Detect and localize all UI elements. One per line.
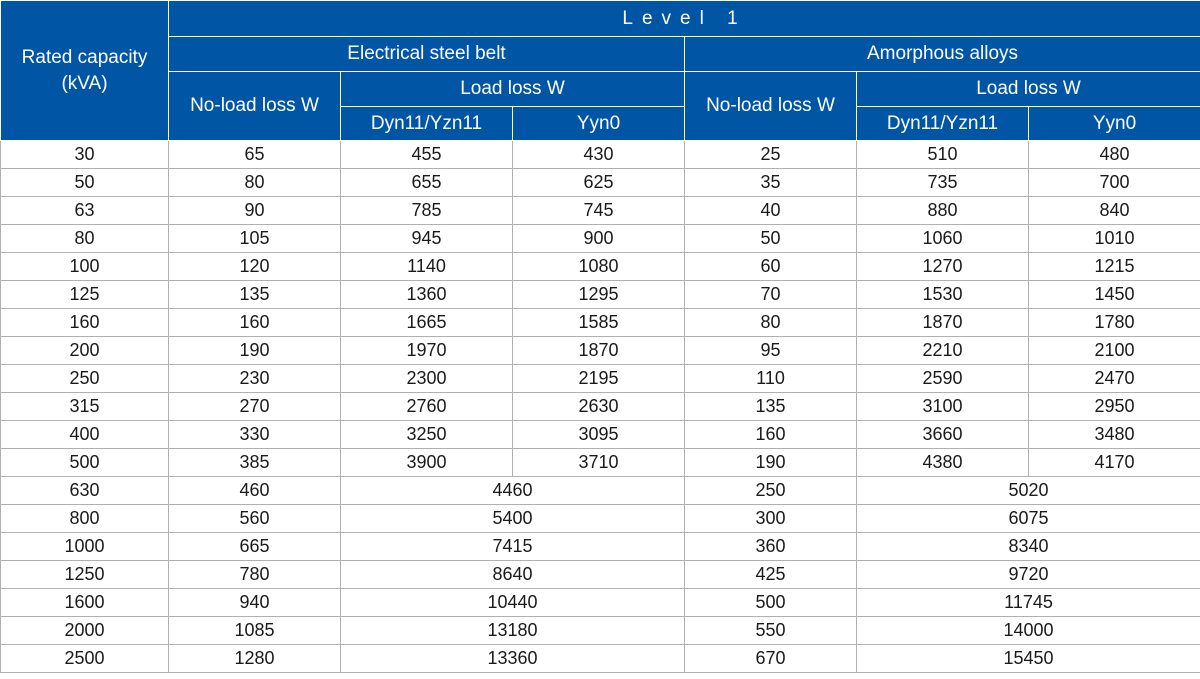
dyn-load-loss-cell: 2210 xyxy=(857,337,1029,365)
table-row xyxy=(1,141,1200,169)
table-row xyxy=(1,197,1200,225)
yyn-load-loss-cell: 2950 xyxy=(1029,393,1200,421)
table-row xyxy=(1,337,1200,365)
no-load-loss-cell: 560 xyxy=(169,505,341,533)
no-load-loss-header: No-load loss W xyxy=(685,72,857,141)
load-loss-cell: 14000 xyxy=(857,617,1200,645)
no-load-loss-cell: 25 xyxy=(685,141,857,169)
dyn-load-loss-cell: 1530 xyxy=(857,281,1029,309)
no-load-loss-cell: 80 xyxy=(685,309,857,337)
table-row xyxy=(1,169,1200,197)
no-load-loss-cell: 300 xyxy=(685,505,857,533)
yyn-load-loss-cell: 745 xyxy=(513,197,685,225)
table-row xyxy=(1,645,1200,673)
no-load-loss-cell: 90 xyxy=(169,197,341,225)
yyn-load-loss-cell: 430 xyxy=(513,141,685,169)
load-loss-cell: 11745 xyxy=(857,589,1200,617)
no-load-loss-cell: 70 xyxy=(685,281,857,309)
yyn-load-loss-cell: 1585 xyxy=(513,309,685,337)
rated-capacity-cell: 100 xyxy=(1,253,169,281)
dyn-load-loss-cell: 510 xyxy=(857,141,1029,169)
dyn-load-loss-cell: 3100 xyxy=(857,393,1029,421)
dyn-load-loss-cell: 2300 xyxy=(341,365,513,393)
table-row xyxy=(1,365,1200,393)
no-load-loss-cell: 95 xyxy=(685,337,857,365)
no-load-loss-cell: 110 xyxy=(685,365,857,393)
no-load-loss-cell: 160 xyxy=(169,309,341,337)
table-row xyxy=(1,561,1200,589)
load-loss-cell: 5400 xyxy=(341,505,685,533)
no-load-loss-cell: 40 xyxy=(685,197,857,225)
yyn-load-loss-cell: 2195 xyxy=(513,365,685,393)
dyn-load-loss-cell: 655 xyxy=(341,169,513,197)
rated-capacity-cell: 630 xyxy=(1,477,169,505)
yyn-load-loss-cell: 4170 xyxy=(1029,449,1200,477)
load-loss-cell: 10440 xyxy=(341,589,685,617)
load-loss-cell: 6075 xyxy=(857,505,1200,533)
dyn-load-loss-cell: 455 xyxy=(341,141,513,169)
level-header: Level 1 xyxy=(169,1,1200,37)
rated-capacity-cell: 200 xyxy=(1,337,169,365)
table-header xyxy=(1,1,1200,141)
table-row xyxy=(1,617,1200,645)
no-load-loss-cell: 1280 xyxy=(169,645,341,673)
yyn-column-header: Yyn0 xyxy=(1029,107,1200,141)
table-row xyxy=(1,309,1200,337)
no-load-loss-cell: 135 xyxy=(685,393,857,421)
no-load-loss-cell: 65 xyxy=(169,141,341,169)
rated-capacity-cell: 1000 xyxy=(1,533,169,561)
dyn-load-loss-cell: 1140 xyxy=(341,253,513,281)
rated-capacity-cell: 30 xyxy=(1,141,169,169)
load-loss-cell: 15450 xyxy=(857,645,1200,673)
dyn-load-loss-cell: 880 xyxy=(857,197,1029,225)
table-row xyxy=(1,533,1200,561)
rated-capacity-cell: 80 xyxy=(1,225,169,253)
dyn-load-loss-cell: 945 xyxy=(341,225,513,253)
no-load-loss-cell: 190 xyxy=(685,449,857,477)
load-loss-cell: 5020 xyxy=(857,477,1200,505)
dyn-load-loss-cell: 3900 xyxy=(341,449,513,477)
table-row xyxy=(1,393,1200,421)
table-row xyxy=(1,589,1200,617)
no-load-loss-cell: 460 xyxy=(169,477,341,505)
no-load-loss-cell: 670 xyxy=(685,645,857,673)
load-loss-cell: 8640 xyxy=(341,561,685,589)
dyn-load-loss-cell: 735 xyxy=(857,169,1029,197)
no-load-loss-cell: 330 xyxy=(169,421,341,449)
no-load-loss-cell: 270 xyxy=(169,393,341,421)
dyn-load-loss-cell: 2760 xyxy=(341,393,513,421)
yyn-load-loss-cell: 3480 xyxy=(1029,421,1200,449)
yyn-load-loss-cell: 2630 xyxy=(513,393,685,421)
no-load-loss-cell: 50 xyxy=(685,225,857,253)
dyn-column-header: Dyn11/Yzn11 xyxy=(857,107,1029,141)
yyn-load-loss-cell: 625 xyxy=(513,169,685,197)
dyn-load-loss-cell: 785 xyxy=(341,197,513,225)
rated-capacity-cell: 800 xyxy=(1,505,169,533)
no-load-loss-cell: 250 xyxy=(685,477,857,505)
dyn-load-loss-cell: 1665 xyxy=(341,309,513,337)
no-load-loss-cell: 35 xyxy=(685,169,857,197)
yyn-load-loss-cell: 1215 xyxy=(1029,253,1200,281)
dyn-load-loss-cell: 1970 xyxy=(341,337,513,365)
table-row xyxy=(1,253,1200,281)
no-load-loss-cell: 1085 xyxy=(169,617,341,645)
load-loss-cell: 4460 xyxy=(341,477,685,505)
no-load-loss-cell: 135 xyxy=(169,281,341,309)
yyn-load-loss-cell: 1780 xyxy=(1029,309,1200,337)
yyn-load-loss-cell: 1295 xyxy=(513,281,685,309)
table-row xyxy=(1,449,1200,477)
yyn-column-header: Yyn0 xyxy=(513,107,685,141)
dyn-load-loss-cell: 1060 xyxy=(857,225,1029,253)
table-row xyxy=(1,225,1200,253)
dyn-load-loss-cell: 2590 xyxy=(857,365,1029,393)
no-load-loss-cell: 360 xyxy=(685,533,857,561)
load-loss-header: Load loss W xyxy=(857,72,1200,107)
rated-capacity-cell: 250 xyxy=(1,365,169,393)
no-load-loss-cell: 500 xyxy=(685,589,857,617)
load-loss-cell: 13180 xyxy=(341,617,685,645)
yyn-load-loss-cell: 1010 xyxy=(1029,225,1200,253)
yyn-load-loss-cell: 2470 xyxy=(1029,365,1200,393)
table-body xyxy=(1,141,1200,673)
no-load-loss-cell: 105 xyxy=(169,225,341,253)
no-load-loss-cell: 60 xyxy=(685,253,857,281)
rated-capacity-cell: 2500 xyxy=(1,645,169,673)
electrical-steel-header: Electrical steel belt xyxy=(169,37,685,72)
load-loss-cell: 8340 xyxy=(857,533,1200,561)
rated-capacity-cell: 315 xyxy=(1,393,169,421)
load-loss-cell: 13360 xyxy=(341,645,685,673)
rated-capacity-cell: 160 xyxy=(1,309,169,337)
no-load-loss-cell: 385 xyxy=(169,449,341,477)
yyn-load-loss-cell: 1870 xyxy=(513,337,685,365)
dyn-load-loss-cell: 1360 xyxy=(341,281,513,309)
no-load-loss-cell: 665 xyxy=(169,533,341,561)
rated-capacity-cell: 1600 xyxy=(1,589,169,617)
amorphous-alloys-header: Amorphous alloys xyxy=(685,37,1200,72)
no-load-loss-cell: 80 xyxy=(169,169,341,197)
dyn-load-loss-cell: 3660 xyxy=(857,421,1029,449)
dyn-column-header: Dyn11/Yzn11 xyxy=(341,107,513,141)
table-row xyxy=(1,281,1200,309)
yyn-load-loss-cell: 3710 xyxy=(513,449,685,477)
no-load-loss-cell: 550 xyxy=(685,617,857,645)
yyn-load-loss-cell: 3095 xyxy=(513,421,685,449)
rated-capacity-cell: 500 xyxy=(1,449,169,477)
yyn-load-loss-cell: 900 xyxy=(513,225,685,253)
rated-capacity-cell: 400 xyxy=(1,421,169,449)
no-load-loss-cell: 230 xyxy=(169,365,341,393)
table-row xyxy=(1,477,1200,505)
load-loss-header: Load loss W xyxy=(341,72,685,107)
rated-capacity-cell: 2000 xyxy=(1,617,169,645)
yyn-load-loss-cell: 700 xyxy=(1029,169,1200,197)
rated-capacity-cell: 1250 xyxy=(1,561,169,589)
rated-capacity-cell: 50 xyxy=(1,169,169,197)
no-load-loss-cell: 120 xyxy=(169,253,341,281)
no-load-loss-cell: 190 xyxy=(169,337,341,365)
no-load-loss-cell: 780 xyxy=(169,561,341,589)
yyn-load-loss-cell: 1450 xyxy=(1029,281,1200,309)
yyn-load-loss-cell: 2100 xyxy=(1029,337,1200,365)
table-row xyxy=(1,505,1200,533)
yyn-load-loss-cell: 480 xyxy=(1029,141,1200,169)
dyn-load-loss-cell: 1870 xyxy=(857,309,1029,337)
no-load-loss-header: No-load loss W xyxy=(169,72,341,141)
yyn-load-loss-cell: 1080 xyxy=(513,253,685,281)
no-load-loss-cell: 425 xyxy=(685,561,857,589)
load-loss-cell: 7415 xyxy=(341,533,685,561)
yyn-load-loss-cell: 840 xyxy=(1029,197,1200,225)
dyn-load-loss-cell: 1270 xyxy=(857,253,1029,281)
rated-capacity-cell: 63 xyxy=(1,197,169,225)
dyn-load-loss-cell: 3250 xyxy=(341,421,513,449)
dyn-load-loss-cell: 4380 xyxy=(857,449,1029,477)
table-row xyxy=(1,421,1200,449)
rated-capacity-header: Rated capacity (kVA) xyxy=(1,1,169,141)
no-load-loss-cell: 160 xyxy=(685,421,857,449)
no-load-loss-cell: 940 xyxy=(169,589,341,617)
load-loss-cell: 9720 xyxy=(857,561,1200,589)
rated-capacity-cell: 125 xyxy=(1,281,169,309)
